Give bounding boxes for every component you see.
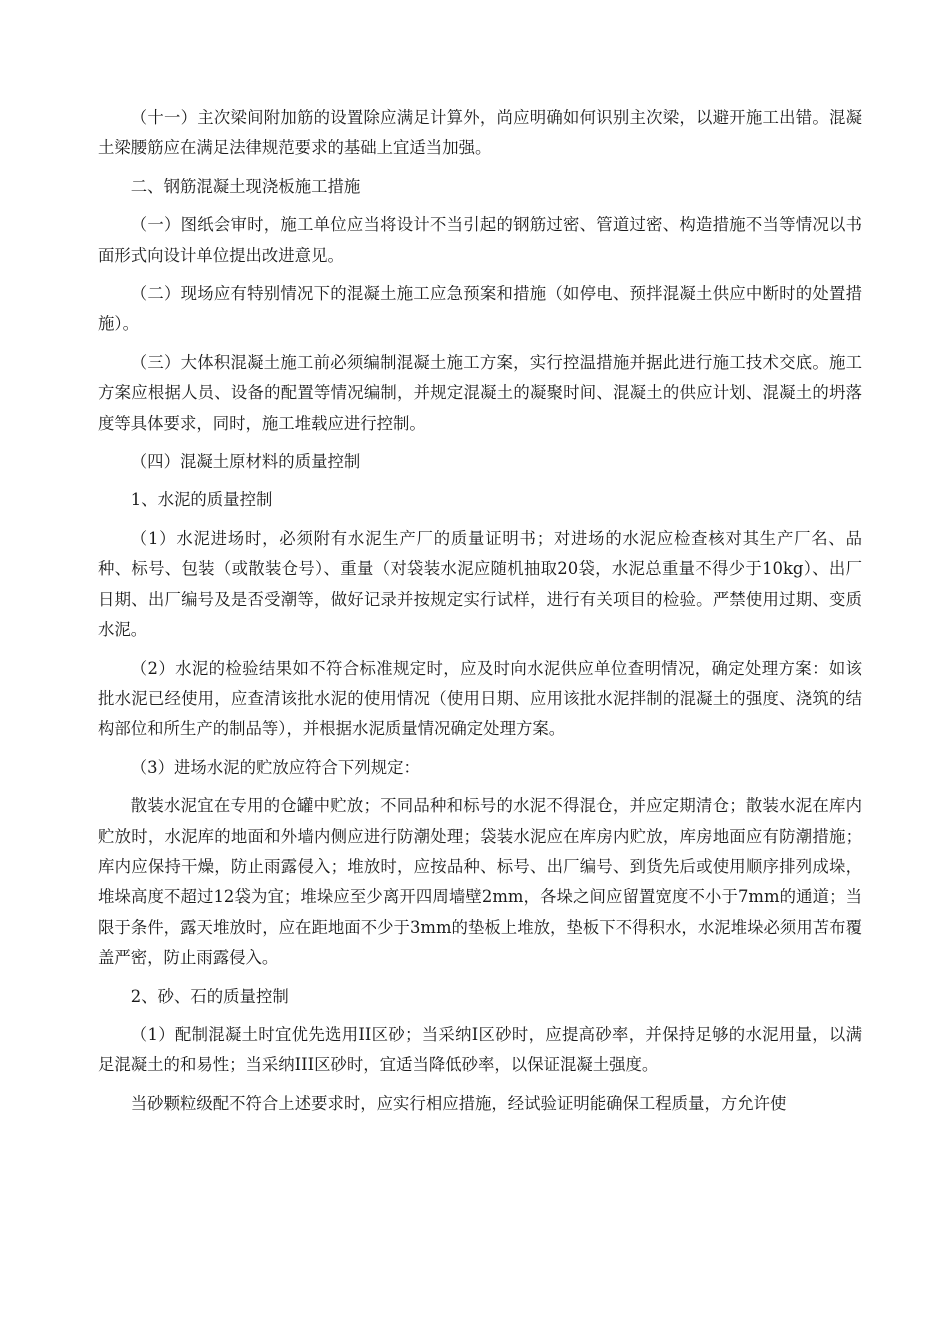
- paragraph-drawing-review: （一）图纸会审时，施工单位应当将设计不当引起的钢筋过密、管道过密、构造措施不当等情况以书面形式向设计单位提出改进意见。: [98, 215, 862, 265]
- paragraph-emergency-plan: （二）现场应有特别情况下的混凝土施工应急预案和措施（如停电、预拌混凝土供应中断时的处置措施）。: [98, 284, 862, 334]
- section-heading-slab-measures: 二、钢筋混凝土现浇板施工措施: [130, 176, 361, 196]
- paragraph-beam-reinforcement: （十一）主次梁间附加筋的设置除应满足计算外，尚应明确如何识别主次梁，以避开施工出错。混凝土梁腰筋应在满足法律规范要求的基础上宜适当加强。: [98, 108, 862, 158]
- paragraph-cement-test-results: （2）水泥的检验结果如不符合标准规定时，应及时向水泥供应单位查明情况，确定处理方案：如该批水泥已经使用，应查清该批水泥的使用情况（使用日期、应用该批水泥拌制的混凝土的强度、浇筑的结构部位和所生产的制品等），并根据水泥质量情况确定处理方案。: [98, 658, 862, 739]
- paragraph-cement-entry: （1）水泥进场时，必须附有水泥生产厂的质量证明书；对进场的水泥应检查核对其生产厂名、品种、标号、包装（或散装仓号）、重量（对袋装水泥应随机抽取20袋，水泥总重量不得少于10kg）、出厂日期、出厂编号及是否受潮等，做好记录并按规定实行试样，进行有关项目的检验。严禁使用过期、变质水泥。: [98, 528, 862, 640]
- paragraph-mass-concrete: （三）大体积混凝土施工前必须编制混凝土施工方案，实行控温措施并据此进行施工技术交底。施工方案应根据人员、设备的配置等情况编制，并规定混凝土的凝聚时间、混凝土的供应计划、混凝土的坍落度等具体要求，同时，施工堆载应进行控制。: [98, 352, 862, 433]
- paragraph-sand-zone: （1）配制混凝土时宜优先选用II区砂；当采纳I区砂时，应提高砂率，并保持足够的水泥用量，以满足混凝土的和易性；当采纳III区砂时，宜适当降低砂率，以保证混凝土强度。: [98, 1024, 862, 1075]
- subheading-cement-quality: 1、水泥的质量控制: [130, 490, 273, 510]
- document-page: [98, 103, 862, 1119]
- paragraph-cement-storage-details: 散装水泥宜在专用的仓罐中贮放；不同品种和标号的水泥不得混仓，并应定期清仓；散装水泥在库内贮放时，水泥库的地面和外墙内侧应进行防潮处理；袋装水泥应在库房内贮放，库房地面应有防潮措施；库内应保持干燥，防止雨露侵入；堆放时，应按品种、标号、出厂编号、到货先后或使用顺序排列成垛，堆垛高度不超过12袋为宜；堆垛应至少离开四周墙壁2mm，各垛之间应留置宽度不小于7mm的通道；当限于条件，露天堆放时，应在距地面不少于3mm的垫板上堆放，垫板下不得积水，水泥堆垛必须用苫布覆盖严密，防止雨露侵入。: [98, 796, 862, 968]
- paragraph-cement-storage-rules: （3）进场水泥的贮放应符合下列规定：: [130, 757, 420, 777]
- subheading-raw-material-quality: （四）混凝土原材料的质量控制: [130, 452, 361, 472]
- subheading-sand-stone-quality: 2、砂、石的质量控制: [130, 986, 289, 1006]
- paragraph-sand-grading: 当砂颗粒级配不符合上述要求时，应实行相应措施，经试验证明能确保工程质量，方允许使: [130, 1093, 787, 1113]
